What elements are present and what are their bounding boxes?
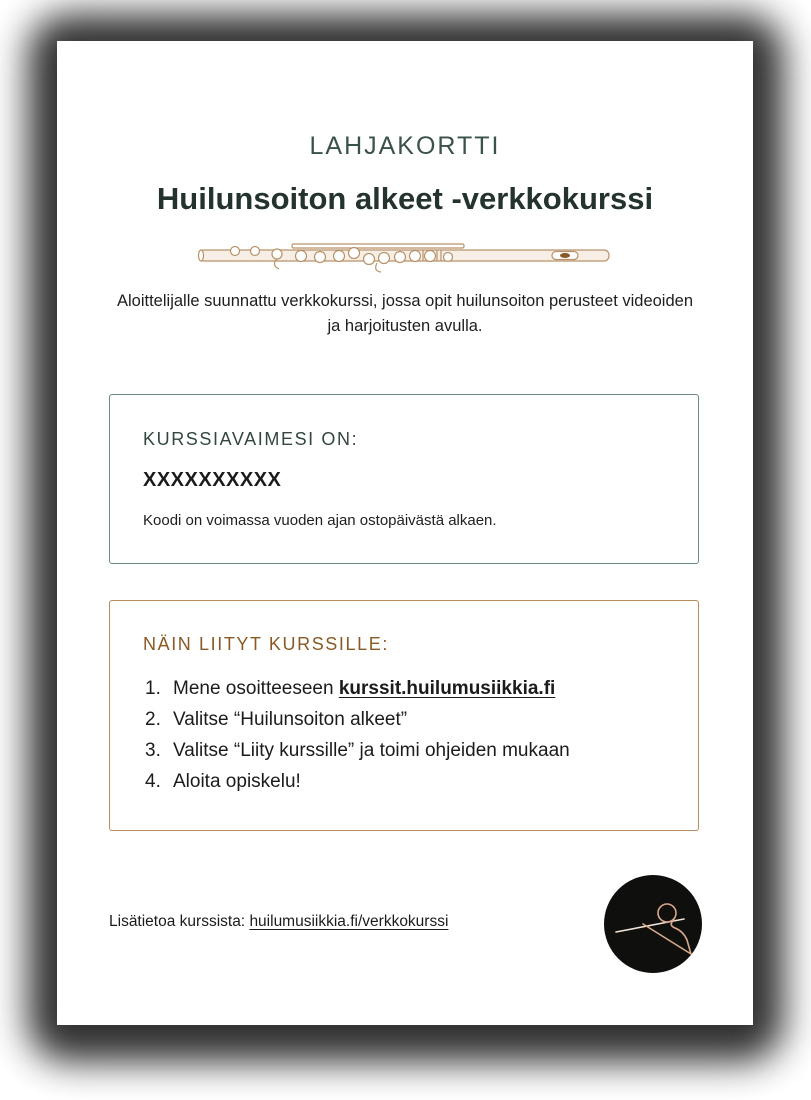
course-key-box: [109, 394, 699, 564]
steps-list: [145, 676, 570, 800]
course-key-value: XXXXXXXXXX: [143, 469, 282, 491]
validity-note: Koodi on voimassa vuoden ajan ostopäivästä alkaen.: [143, 512, 497, 529]
flutist-logo-icon: [604, 875, 702, 973]
flute-illustration-icon: [197, 237, 613, 273]
list-item: 1. Mene osoitteeseen kurssit.huilumusiikkia.fi: [145, 678, 556, 699]
join-instructions-box: [109, 600, 699, 831]
list-item: 4. Aloita opiskelu!: [145, 771, 301, 792]
page-title: Huilunsoiton alkeet -verkkokurssi: [156, 181, 654, 216]
list-item: 3. Valitse “Liity kurssille” ja toimi ohjeiden mukaan: [145, 740, 570, 761]
eyebrow-label: LAHJAKORTTI: [309, 132, 501, 160]
more-info-link[interactable]: huilumusiikkia.fi/verkkokurssi: [249, 913, 449, 930]
course-site-link[interactable]: kurssit.huilumusiikkia.fi: [338, 678, 556, 699]
more-info-text: Lisätietoa kurssista: huilumusiikkia.fi/verkkokurssi: [109, 913, 449, 930]
list-item: 2. Valitse “Huilunsoiton alkeet”: [145, 709, 408, 730]
gift-card-page: [57, 41, 753, 1025]
join-instructions-label: NÄIN LIITYT KURSSILLE:: [143, 634, 389, 654]
course-key-label: KURSSIAVAIMESI ON:: [143, 429, 359, 449]
intro-text: Aloittelijalle suunnattu verkkokurssi, jossa opit huilunsoiton perusteet videoiden ja harjoitusten avulla.: [117, 292, 694, 335]
